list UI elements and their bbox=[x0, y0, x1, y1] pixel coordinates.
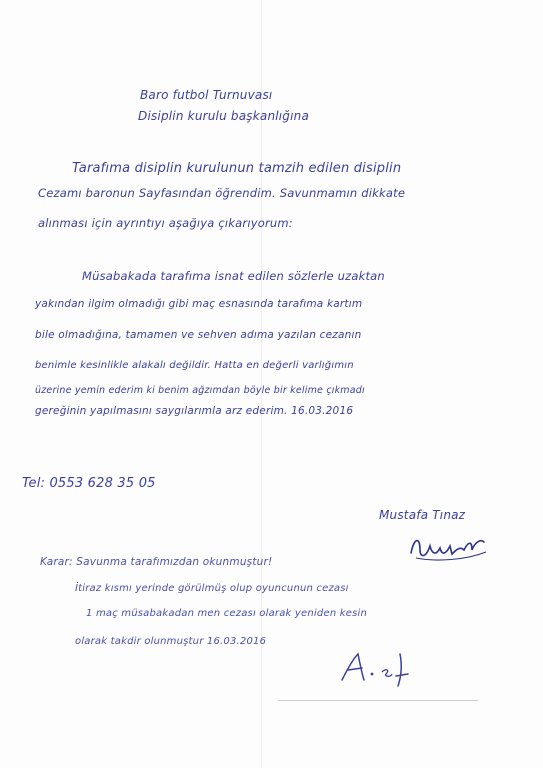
decision-line-3: 1 maç müsabakadan men cezası olarak yeniden kesin bbox=[86, 608, 368, 619]
body-line-2: yakından ilgim olmadığı gibi maç esnasında tarafıma kartım bbox=[35, 298, 363, 310]
decision-signature-icon bbox=[338, 650, 418, 690]
decision-line-1: Karar: Savunma tarafımızdan okunmuştur! bbox=[40, 556, 273, 568]
decision-line-2: İtiraz kısmı yerinde görülmüş olup oyuncunun cezası bbox=[75, 583, 349, 594]
intro-line-1: Tarafıma disiplin kurulunun tamzih edilen disiplin bbox=[72, 161, 402, 176]
addressee-line-2: Disiplin kurulu başkanlığına bbox=[138, 109, 310, 123]
signer-name: Mustafa Tınaz bbox=[379, 508, 466, 522]
addressee-line-1: Baro futbol Turnuvası bbox=[140, 88, 273, 102]
signature-icon bbox=[406, 528, 506, 568]
intro-line-2: Cezamı baronun Sayfasından öğrendim. Savunmamın dikkate bbox=[38, 186, 406, 200]
body-line-4: benimle kesinlikle alakalı değildir. Hatta en değerli varlığımın bbox=[35, 360, 354, 371]
body-line-1: Müsabakada tarafıma isnat edilen sözlerle uzaktan bbox=[82, 269, 385, 283]
body-line-3: bile olmadığına, tamamen ve sehven adıma yazılan cezanın bbox=[35, 329, 362, 341]
body-line-5: üzerine yemin ederim ki benim ağzımdan böyle bir kelime çıkmadı bbox=[35, 385, 365, 396]
intro-line-3: alınması için ayrıntıyı aşağıya çıkarıyorum: bbox=[38, 216, 293, 230]
decision-line-4: olarak takdir olunmuştur 16.03.2016 bbox=[75, 636, 267, 647]
phone-number: Tel: 0553 628 35 05 bbox=[22, 476, 156, 491]
body-line-6: gereğinin yapılmasını saygılarımla arz ederim. 16.03.2016 bbox=[35, 405, 354, 417]
bottom-divider bbox=[278, 700, 478, 701]
